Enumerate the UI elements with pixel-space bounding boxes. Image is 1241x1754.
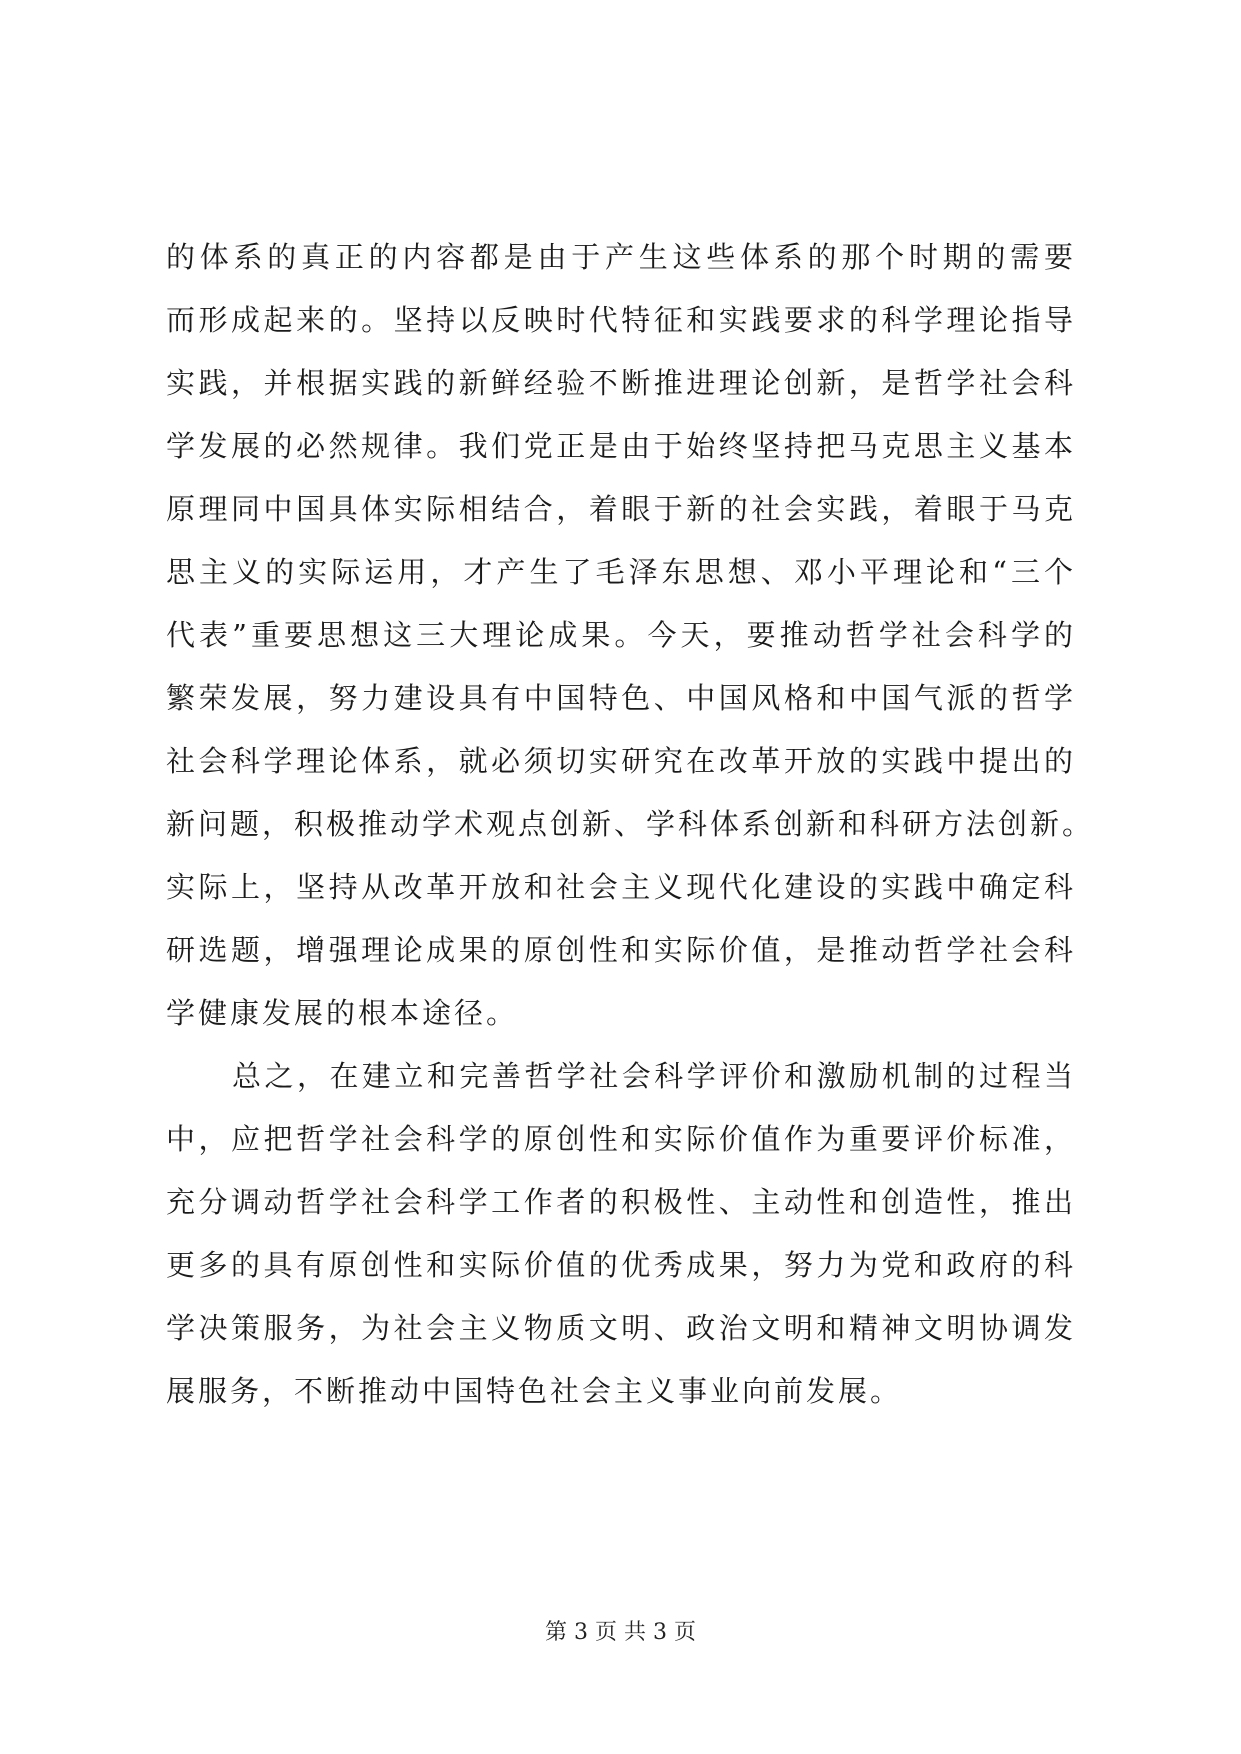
text-line: 思主义的实际运用，才产生了毛泽东思想、邓小平理论和“三个: [166, 555, 1076, 589]
text-line: 研选题，增强理论成果的原创性和实际价值，是推动哲学社会科: [166, 933, 1076, 967]
text-line: 实践，并根据实践的新鲜经验不断推进理论创新，是哲学社会科: [166, 366, 1076, 400]
text-line: 充分调动哲学社会科学工作者的积极性、主动性和创造性，推出: [166, 1185, 1076, 1219]
paragraph-2: [166, 1045, 1076, 1423]
text-line: 展服务，不断推动中国特色社会主义事业向前发展。: [166, 1374, 903, 1408]
text-line: 原理同中国具体实际相结合，着眼于新的社会实践，着眼于马克: [166, 492, 1076, 526]
text-line: 代表”重要思想这三大理论成果。今天，要推动哲学社会科学的: [166, 618, 1076, 652]
body-text: [166, 226, 1095, 1423]
text-line: 学发展的必然规律。我们党正是由于始终坚持把马克思主义基本: [166, 429, 1076, 463]
text-line: 总之，在建立和完善哲学社会科学评价和激励机制的过程当: [232, 1059, 1076, 1093]
page-number-footer: 第 3 页 共 3 页: [545, 1620, 696, 1645]
text-line: 的体系的真正的内容都是由于产生这些体系的那个时期的需要: [166, 240, 1076, 274]
text-line: 中，应把哲学社会科学的原创性和实际价值作为重要评价标准，: [166, 1122, 1076, 1156]
paragraph-1: [166, 226, 1095, 1045]
text-line: 而形成起来的。坚持以反映时代特征和实践要求的科学理论指导: [166, 303, 1076, 337]
text-line: 学健康发展的根本途径。: [166, 996, 519, 1030]
text-line: 繁荣发展，努力建设具有中国特色、中国风格和中国气派的哲学: [166, 681, 1076, 715]
text-line: 更多的具有原创性和实际价值的优秀成果，努力为党和政府的科: [166, 1248, 1076, 1282]
text-line: 新问题，积极推动学术观点创新、学科体系创新和科研方法创新。: [166, 807, 1095, 841]
text-line: 社会科学理论体系，就必须切实研究在改革开放的实践中提出的: [166, 744, 1076, 778]
text-line: 学决策服务，为社会主义物质文明、政治文明和精神文明协调发: [166, 1311, 1076, 1345]
text-line: 实际上，坚持从改革开放和社会主义现代化建设的实践中确定科: [166, 870, 1076, 904]
